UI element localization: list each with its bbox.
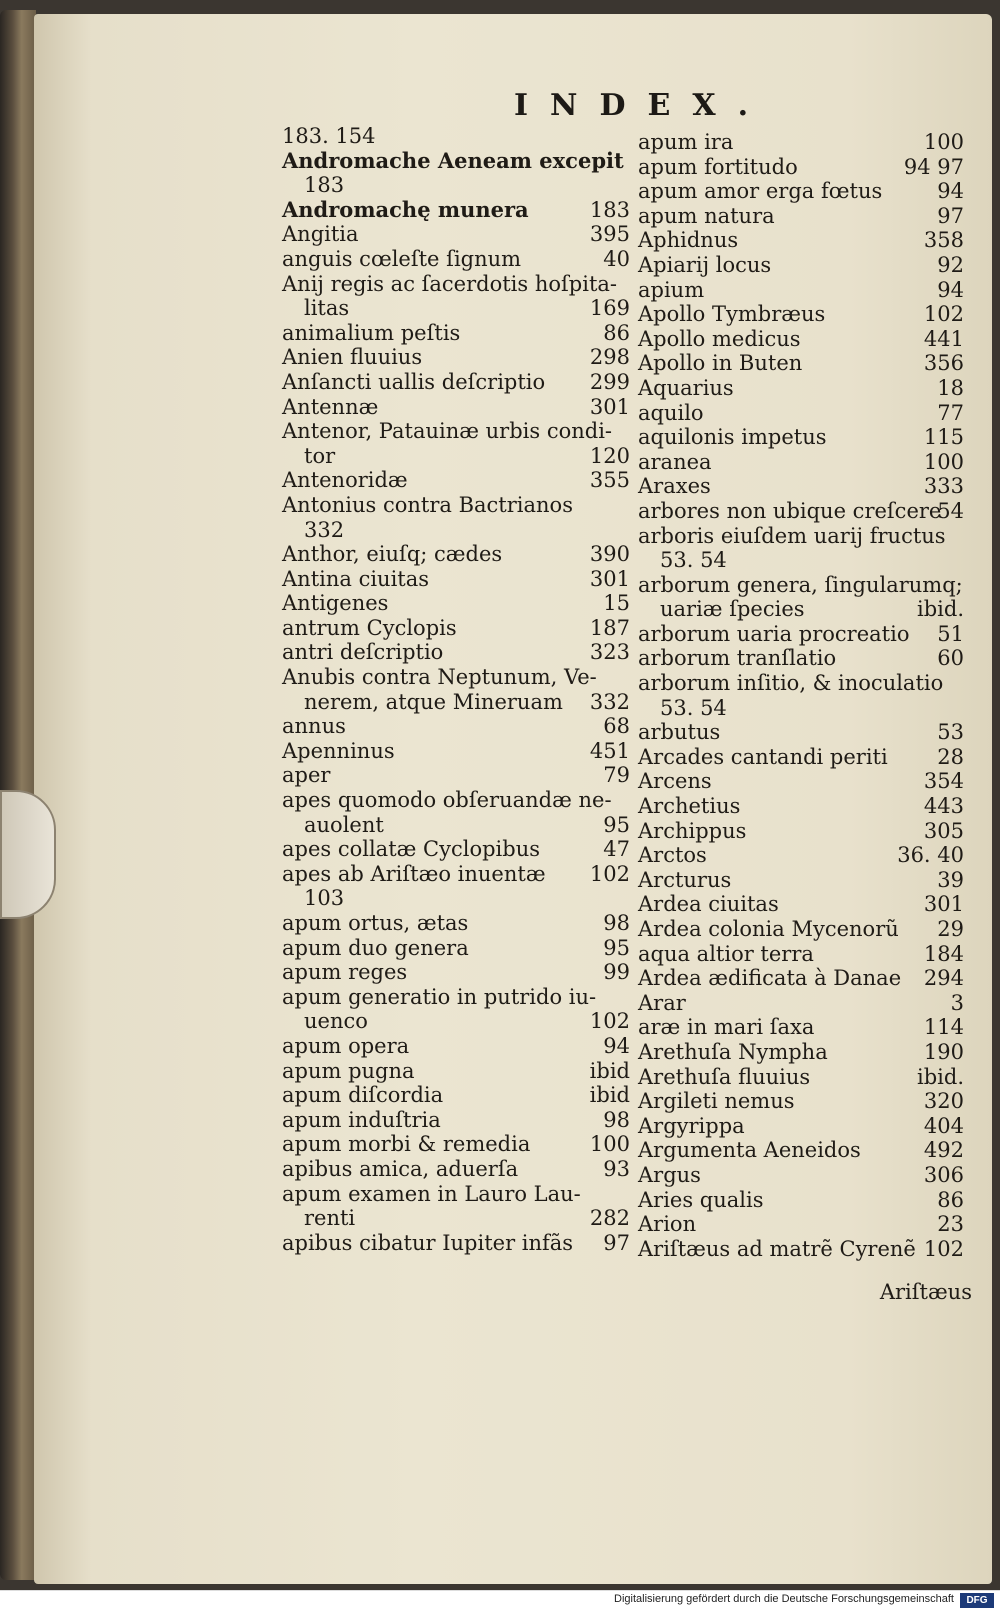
index-entry (638, 1114, 964, 1139)
index-entry (638, 253, 964, 278)
index-entry (282, 665, 630, 690)
entry-page-ref: 184 (923, 941, 964, 966)
index-entry (282, 1132, 630, 1157)
entry-page-ref: 190 (923, 1039, 964, 1064)
entry-term: apes quomodo obſeruandæ ne- (282, 788, 612, 813)
index-entry (638, 327, 964, 352)
index-entry (638, 425, 964, 450)
entry-page-ref: 320 (923, 1089, 964, 1114)
entry-term: apes ab Ariſtæo inuentæ (282, 861, 546, 886)
index-entry (638, 278, 964, 303)
index-entry (282, 1108, 630, 1133)
index-entry (638, 646, 964, 671)
index-entry (638, 819, 964, 844)
index-entry (282, 788, 630, 813)
entry-term: Anubis contra Neptunum, Ve- (282, 665, 597, 690)
index-entry (282, 813, 630, 838)
entry-page-ref: 94 97 (903, 154, 964, 179)
entry-page-ref: ibid (589, 1083, 630, 1108)
entry-term: Antigenes (282, 591, 389, 616)
entry-page-ref: 294 (923, 966, 964, 991)
index-page (34, 14, 992, 1584)
entry-page-ref: 100 (923, 449, 964, 474)
entry-term: apum opera (282, 1033, 410, 1058)
index-entry (638, 1237, 964, 1262)
entry-term: arborum genera, ſingularumq; (638, 572, 963, 597)
index-entry (282, 198, 630, 223)
entry-term: annus (282, 714, 346, 739)
entry-term: Aquarius (638, 375, 734, 400)
entry-page-ref: 187 (589, 615, 630, 640)
entry-page-ref: 298 (589, 345, 630, 370)
index-entry (638, 302, 964, 327)
index-entry (282, 518, 630, 543)
entry-term: Arar (638, 990, 686, 1015)
index-entry (282, 1206, 630, 1231)
entry-page-ref: 333 (923, 474, 964, 499)
entry-term: apum reges (282, 960, 408, 985)
index-entry (282, 616, 630, 641)
index-entry (638, 1212, 964, 1237)
index-entry (282, 395, 630, 420)
index-entry (638, 228, 964, 253)
entry-term: apibus amica, aduerſa (282, 1156, 519, 1181)
entry-page-ref: 358 (923, 228, 964, 253)
entry-term: Arion (638, 1212, 697, 1237)
entry-term: Antenor, Patauinæ urbis condi- (282, 419, 613, 444)
index-entry (282, 345, 630, 370)
entry-page-ref: 79 (603, 763, 630, 788)
entry-page-ref: 15 (603, 591, 630, 616)
entry-page-ref: 28 (937, 744, 964, 769)
entry-term: aper (282, 763, 331, 788)
entry-page-ref: 354 (923, 769, 964, 794)
index-entry (282, 1231, 630, 1256)
entry-term: Argileti nemus (638, 1089, 795, 1114)
index-entry (638, 1089, 964, 1114)
index-entry (282, 173, 630, 198)
entry-term: uariæ ſpecies (660, 597, 805, 622)
entry-term: apum examen in Lauro Lau- (282, 1181, 581, 1206)
entry-term: tor (304, 443, 336, 468)
entry-page-ref: 390 (589, 542, 630, 567)
entry-term: Apenninus (282, 738, 395, 763)
entry-page-ref: 29 (937, 917, 964, 941)
entry-page-ref: 100 (923, 130, 964, 154)
entry-term: 183. 154 (282, 124, 376, 148)
index-column-right (638, 130, 964, 1261)
entry-term: aquilo (638, 400, 704, 425)
entry-page-ref: 68 (603, 714, 630, 739)
entry-page-ref: 95 (603, 812, 630, 837)
dfg-logo-icon: DFG (960, 1593, 994, 1608)
index-entry (638, 991, 964, 1016)
entry-page-ref: 301 (923, 892, 964, 917)
entry-term: Andromachę munera (282, 196, 529, 222)
entry-term: Ardea ædificata à Danae (638, 966, 902, 991)
index-entry (282, 1083, 630, 1108)
entry-page-ref: 93 (603, 1156, 630, 1181)
index-entry (638, 351, 964, 376)
index-column-left (282, 124, 630, 1255)
entry-term: auolent (304, 812, 384, 837)
entry-term: litas (304, 296, 350, 321)
entry-term: 53. 54 (660, 548, 727, 573)
index-entry (282, 1182, 630, 1207)
entry-page-ref: 323 (589, 640, 630, 665)
entry-term: 53. 54 (660, 695, 727, 720)
entry-term: Anſancti uallis deſcriptio (282, 369, 546, 394)
entry-page-ref: 86 (937, 1187, 964, 1212)
entry-page-ref: 301 (589, 394, 630, 419)
entry-term: 103 (304, 886, 345, 911)
entry-page-ref: 97 (603, 1230, 630, 1255)
index-entry (282, 272, 630, 297)
index-entry (282, 591, 630, 616)
index-entry (282, 222, 630, 247)
index-entry (282, 1059, 630, 1084)
catchword: Ariſtæus (879, 1280, 972, 1304)
entry-page-ref: 115 (923, 425, 964, 450)
entry-term: Anthor, eiuſq; cædes (282, 542, 503, 567)
entry-page-ref: 120 (589, 443, 630, 468)
entry-term: Anij regis ac ſacerdotis hoſpita- (282, 271, 617, 296)
index-entry (282, 1034, 630, 1059)
entry-page-ref: ibid. (917, 597, 964, 622)
entry-page-ref: ibid. (917, 1064, 964, 1089)
entry-page-ref: 306 (923, 1162, 964, 1187)
index-entry (638, 622, 964, 647)
index-entry (638, 179, 964, 204)
entry-term: antri deſcriptio (282, 640, 444, 665)
entry-term: arborum inſitio, & inoculatio (638, 671, 944, 696)
entry-term: 332 (304, 517, 345, 542)
index-entry (282, 124, 630, 149)
entry-term: apum generatio in putrido iu- (282, 984, 597, 1009)
entry-term: aræ in mari ſaxa (638, 1015, 815, 1040)
entry-term: arborum uaria procreatio (638, 621, 910, 646)
index-entry (282, 837, 630, 862)
entry-term: apum fortitudo (638, 154, 798, 179)
entry-term: apes collatæ Cyclopibus (282, 837, 541, 862)
index-entry (638, 376, 964, 401)
entry-page-ref: 114 (923, 1015, 964, 1040)
entry-term: Archetius (638, 794, 741, 819)
entry-page-ref: 332 (589, 689, 630, 714)
index-entry (282, 911, 630, 936)
entry-term: nerem, atque Mineruam (304, 689, 563, 714)
index-entry (638, 720, 964, 745)
entry-page-ref: 94 (603, 1033, 630, 1058)
entry-page-ref: 441 (923, 326, 964, 351)
entry-term: apum pugna (282, 1058, 415, 1083)
entry-term: Arctos (638, 843, 707, 868)
entry-term: Andromache Aeneam excepit (282, 147, 624, 173)
index-entry (638, 130, 964, 155)
index-entry (282, 886, 630, 911)
entry-page-ref: 51 (937, 621, 964, 646)
entry-term: apibus cibatur Iupiter infãs (282, 1230, 574, 1255)
index-entry (638, 942, 964, 967)
entry-page-ref: ibid (589, 1058, 630, 1083)
book-clasp (0, 790, 56, 919)
entry-page-ref: 102 (923, 302, 964, 327)
entry-term: Ardea ciuitas (638, 892, 779, 917)
entry-term: Antonius contra Bactrianos (282, 492, 573, 517)
entry-term: apum morbi & remedia (282, 1132, 531, 1157)
digitization-footer (0, 1590, 1000, 1612)
entry-term: apum induſtria (282, 1107, 441, 1132)
index-entry (282, 321, 630, 346)
index-entry (638, 696, 964, 721)
index-entry (638, 155, 964, 180)
entry-page-ref: 60 (937, 646, 964, 671)
entry-page-ref: 404 (923, 1113, 964, 1138)
index-entry (282, 960, 630, 985)
index-entry (282, 247, 630, 272)
entry-page-ref: 183 (589, 197, 630, 222)
index-entry (638, 671, 964, 696)
entry-page-ref: 3 (950, 990, 964, 1015)
index-entry (638, 1188, 964, 1213)
entry-term: aqua altior terra (638, 941, 814, 966)
entry-page-ref: 23 (937, 1212, 964, 1237)
entry-page-ref: 299 (589, 369, 630, 394)
entry-term: arboris eiuſdem uarij fructus (638, 523, 946, 548)
entry-term: arbutus (638, 720, 721, 745)
entry-term: apum ortus, ætas (282, 911, 469, 935)
entry-term: apum ira (638, 130, 734, 154)
index-entry (282, 862, 630, 887)
index-entry (282, 296, 630, 321)
index-entry (638, 892, 964, 917)
entry-page-ref: 54 (937, 498, 964, 523)
index-entry (638, 1065, 964, 1090)
entry-term: Apiarij locus (638, 252, 772, 277)
entry-term: anguis cœleſte ſignum (282, 246, 522, 271)
entry-page-ref: 301 (589, 566, 630, 591)
entry-term: apium (638, 277, 705, 302)
index-entry (638, 524, 964, 549)
index-entry (638, 597, 964, 622)
index-entry (282, 690, 630, 715)
entry-page-ref: 53 (937, 720, 964, 745)
index-entry (638, 917, 964, 942)
index-entry (282, 493, 630, 518)
entry-page-ref: 355 (589, 468, 630, 493)
index-entry (282, 739, 630, 764)
entry-term: Antennæ (282, 394, 379, 419)
entry-term: arbores non ubique creſcere (638, 498, 942, 523)
index-entry (282, 1009, 630, 1034)
entry-page-ref: 95 (603, 935, 630, 960)
entry-page-ref: 443 (923, 794, 964, 819)
index-entry (282, 468, 630, 493)
entry-term: aquilonis impetus (638, 425, 827, 450)
entry-term: Argus (638, 1162, 701, 1187)
entry-page-ref: 98 (603, 1107, 630, 1132)
entry-term: Argumenta Aeneidos (638, 1138, 861, 1163)
entry-term: antrum Cyclopis (282, 615, 457, 640)
index-entry (638, 1040, 964, 1065)
entry-term: Apollo medicus (638, 326, 801, 351)
entry-term: renti (304, 1206, 356, 1231)
index-entry (638, 401, 964, 426)
index-entry (282, 444, 630, 469)
index-entry (638, 474, 964, 499)
index-entry (638, 573, 964, 598)
index-entry (282, 149, 630, 174)
index-entry (282, 370, 630, 395)
index-entry (282, 542, 630, 567)
entry-page-ref: 169 (589, 296, 630, 321)
entry-page-ref: 47 (603, 837, 630, 862)
index-entry (638, 204, 964, 229)
entry-term: uenco (304, 1009, 368, 1034)
entry-page-ref: 94 (937, 179, 964, 204)
index-entry (638, 868, 964, 893)
index-entry (282, 1157, 630, 1182)
entry-term: aranea (638, 449, 712, 474)
entry-page-ref: 40 (603, 246, 630, 271)
entry-term: Arcades cantandi periti (638, 744, 888, 769)
index-entry (638, 745, 964, 770)
index-entry (282, 763, 630, 788)
index-entry (282, 936, 630, 961)
index-entry (282, 985, 630, 1010)
entry-page-ref: 451 (589, 738, 630, 763)
entry-page-ref: 99 (603, 960, 630, 985)
index-entry (638, 769, 964, 794)
entry-term: arborum tranſlatio (638, 646, 837, 671)
entry-page-ref: 39 (937, 867, 964, 892)
index-entry (638, 499, 964, 524)
entry-term: Argyrippa (638, 1113, 745, 1138)
index-entry (282, 567, 630, 592)
entry-page-ref: 77 (937, 400, 964, 425)
entry-page-ref: 86 (603, 320, 630, 345)
entry-term: apum diſcordia (282, 1083, 444, 1108)
entry-page-ref: 92 (937, 252, 964, 277)
entry-term: Arcturus (638, 867, 732, 892)
entry-page-ref: 305 (923, 818, 964, 843)
index-entry (638, 1015, 964, 1040)
index-entry (638, 1138, 964, 1163)
entry-term: Antenoridæ (282, 468, 408, 493)
entry-term: Anien fluuius (282, 345, 423, 370)
index-entry (282, 640, 630, 665)
entry-term: Archippus (638, 818, 747, 843)
index-entry (638, 1163, 964, 1188)
entry-term: apum duo genera (282, 935, 469, 960)
entry-term: Aphidnus (638, 228, 739, 253)
index-entry (638, 450, 964, 475)
entry-term: Arcens (638, 769, 712, 794)
entry-page-ref: 102 (589, 1009, 630, 1034)
entry-term: Araxes (638, 474, 711, 499)
entry-page-ref: 94 (937, 277, 964, 302)
entry-term: apum natura (638, 203, 775, 228)
entry-page-ref: 102 (923, 1236, 964, 1261)
running-head: INDEX. (514, 88, 771, 123)
entry-term: Angitia (282, 222, 359, 247)
entry-page-ref: 18 (937, 375, 964, 400)
entry-page-ref: 395 (589, 222, 630, 247)
entry-page-ref: 356 (923, 351, 964, 376)
index-entry (638, 794, 964, 819)
entry-page-ref: 100 (589, 1132, 630, 1157)
entry-term: 183 (304, 173, 345, 198)
entry-term: animalium peſtis (282, 320, 461, 345)
entry-term: Antina ciuitas (282, 566, 430, 591)
entry-term: Aries qualis (638, 1187, 764, 1212)
entry-page-ref: 102 (589, 861, 630, 886)
entry-page-ref: 97 (937, 203, 964, 228)
entry-page-ref: 36. 40 (897, 843, 964, 868)
entry-term: Arethuſa Nympha (638, 1039, 828, 1064)
entry-term: Apollo Tymbræus (638, 302, 826, 327)
entry-term: Ariſtæus ad matrẽ Cyrenẽ (638, 1236, 916, 1261)
entry-term: Arethuſa fluuius (638, 1064, 811, 1089)
index-entry (638, 966, 964, 991)
index-entry (638, 548, 964, 573)
entry-term: apum amor erga fœtus (638, 179, 883, 204)
index-entry (638, 843, 964, 868)
index-entry (282, 419, 630, 444)
entry-page-ref: 98 (603, 911, 630, 935)
entry-page-ref: 492 (923, 1138, 964, 1163)
index-entry (282, 714, 630, 739)
funding-credit: Digitalisierung gefördert durch die Deutsche Forschungsgemeinschaft (614, 1593, 954, 1605)
entry-term: Ardea colonia Mycenorũ (638, 917, 899, 941)
entry-term: Apollo in Buten (638, 351, 803, 376)
entry-page-ref: 282 (589, 1206, 630, 1231)
